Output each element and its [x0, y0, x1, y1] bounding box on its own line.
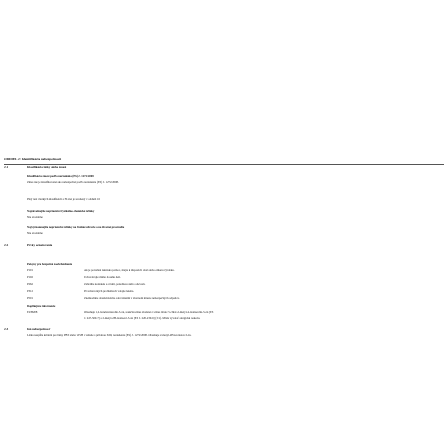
not-classified-text: Zmes nie je klasifikovaná ako nebezpečná podľa nariadenia (ES) č. 1272/2008. — [27, 180, 119, 184]
full-text-note: Plný text všetkých klasifikácií a H-viet je uvedený v oddieli 16 — [27, 197, 100, 201]
precaution-heading: Pokyny pre bezpečné zaobchádzanie — [27, 262, 72, 266]
subsection-2-3-heading: Iná nebezpečnosť — [27, 327, 51, 331]
statement-text: Uchovávajte mimo dosahu detí. — [84, 275, 121, 279]
subsection-2-3-number: 2.3 — [4, 327, 9, 331]
subsection-2-2-number: 2.2 — [4, 243, 9, 247]
subsection-2-1-heading: Klasifikácia látky alebo zmesi — [27, 165, 67, 169]
adverse-physchem-value: Nie sú známe — [27, 215, 43, 219]
adverse-health-value: Nie sú známe — [27, 231, 43, 235]
statement-code: P102 — [27, 275, 33, 279]
section-divider — [4, 164, 444, 165]
adverse-physchem-heading: Najzávažnejšie nepriaznivé fyzikálno-chemické účinky — [27, 209, 95, 213]
supplementary-heading: Doplňujúce informácie — [27, 304, 56, 308]
statement-code: P501 — [27, 296, 33, 300]
subsection-2-1-number: 2.1 — [4, 165, 9, 169]
euh-code: EUH208 — [27, 310, 38, 314]
statement-code: P312 — [27, 289, 33, 293]
statement-code: P262 — [27, 282, 33, 286]
statement-text: Zneškodnite obsah/nádobu odovzdaním v zbernom mieste nebezpečných odpadov. — [84, 296, 180, 300]
statement-text: Zabráňte kontaktu s očami, pokožkou alebo odevom. — [84, 282, 146, 286]
subsection-2-2-heading: Prvky označovania — [27, 243, 53, 247]
regulation-label: Klasifikácia zmesi podľa nariadenia (ES) č. 1272/2008 — [27, 174, 94, 178]
section-title: ODDIEL 2: Identifikácia nebezpečnosti — [4, 157, 62, 161]
statement-text: Pri zdravotných problémoch volajte lekára. — [84, 289, 135, 293]
statement-code: P101 — [27, 268, 33, 272]
euh-text-line-1: Obsahuje 1,2-benzizotiazolin-3-ón, reakčná zmes zložená z: zmes látok: 5-chlór-2-metyl-4-izotiazolín-3-ón [ES — [84, 310, 214, 314]
statement-text: Ak je potrebná lekárska pomoc, majte k dispozícii obal alebo etiketu výrobku. — [84, 268, 175, 272]
other-hazards-text: Látka nespĺňa kritériá pre látky PBT alebo vPvB v súlade s prílohou XIII, nariadenia (ES) č. 1272/2008. Obsahuje 2-metyl-2H-izotiazol-3-ón. — [27, 333, 192, 337]
euh-text-line-2: č. 247-500-7] a 2-metyl-2H-izotiazol-3-ón [ES č. 220-239-6] (3:1). Môže vyvolať alergickú reakciu. — [84, 316, 201, 320]
adverse-health-heading: Najvýznamnejšie nepriaznivé účinky na ľudské zdravie a na životné prostredie — [27, 225, 125, 229]
